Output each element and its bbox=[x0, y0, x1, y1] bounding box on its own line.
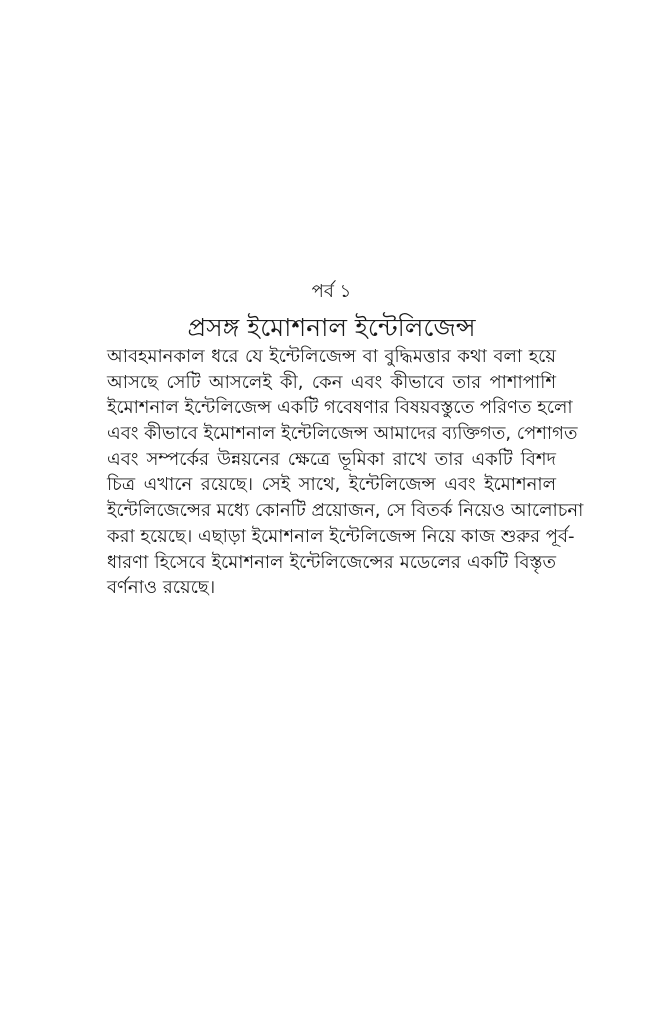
paragraph-line: আসছে সেটি আসলেই কী, কেন এবং কীভাবে তার পাশাপাশি bbox=[107, 371, 556, 393]
paragraph-line: করা হয়েছে। এছাড়া ইমোশনাল ইন্টেলিজেন্স নিয়ে কাজ শুরুর পূর্ব- bbox=[107, 525, 575, 547]
paragraph-line: বর্ণনাও রয়েছে। bbox=[107, 577, 216, 599]
part-number: পর্ব ১ bbox=[311, 281, 352, 302]
paragraph-line: এবং কীভাবে ইমোশনাল ইন্টেলিজেন্স আমাদের ব্যক্তিগত, পেশাগত bbox=[107, 423, 578, 445]
paragraph-line: আবহমানকাল ধরে যে ইন্টেলিজেন্স বা বুদ্ধিমত্তার কথা বলা হয়ে bbox=[107, 346, 556, 367]
paragraph-line: ইমোশনাল ইন্টেলিজেন্স একটি গবেষণার বিষয়বস্তুতে পরিণত হলো bbox=[107, 397, 573, 419]
body-paragraph bbox=[107, 344, 584, 601]
paragraph-line: এবং সম্পর্কের উন্নয়নের ক্ষেত্রে ভূমিকা রাখে তার একটি বিশদ bbox=[107, 448, 556, 470]
paragraph-line: ইন্টেলিজেন্সের মধ্যে কোনটি প্রয়োজন, সে বিতর্ক নিয়েও আলোচনা bbox=[107, 500, 584, 522]
paragraph-line: ধারণা হিসেবে ইমোশনাল ইন্টেলিজেন্সের মডেলের একটি বিস্তৃত bbox=[107, 551, 556, 573]
chapter-title: প্রসঙ্গ ইমোশনাল ইন্টেলিজেন্স bbox=[187, 313, 476, 342]
paragraph-line: চিত্র এখানে রয়েছে। সেই সাথে, ইন্টেলিজেন্স এবং ইমোশনাল bbox=[107, 474, 556, 496]
